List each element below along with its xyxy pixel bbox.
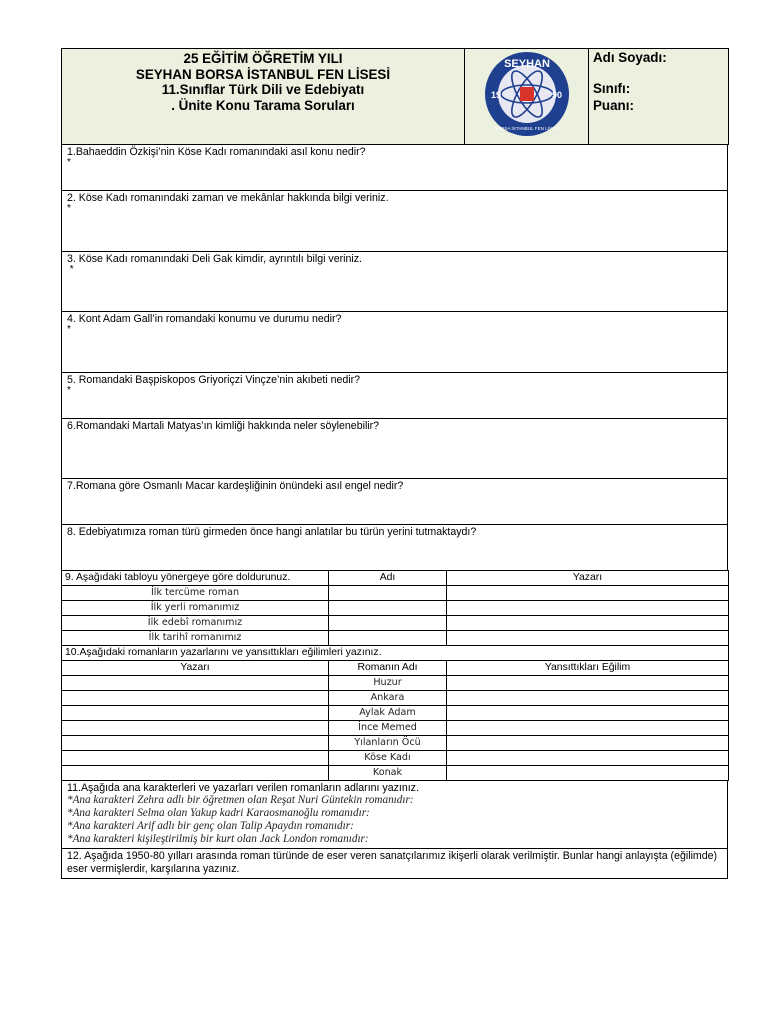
question-3[interactable]: [62, 252, 728, 312]
open-questions: [61, 144, 728, 571]
logo-bottom-text: BORSA İSTANBUL FEN LİSESİ: [493, 126, 560, 131]
question-2-answer-marker: *: [67, 203, 71, 214]
question-9-author-cell[interactable]: [447, 631, 729, 646]
question-7-text: 7.Romana göre Osmanlı Macar kardeşliğinin önündeki asıl engel nedir?: [67, 480, 404, 492]
header-table: [61, 48, 729, 145]
question-10-col-trend: Yansıttıkları Eğilim: [447, 661, 729, 676]
table-row: [62, 631, 729, 646]
question-10-col-novel: Romanın Adı: [329, 661, 447, 676]
question-10-prompt: 10.Aşağıdaki romanların yazarlarını ve yansıttıkları eğilimleri yazınız.: [62, 646, 729, 661]
question-10-prompt-row: [62, 646, 729, 661]
question-6[interactable]: [62, 419, 728, 479]
question-4-answer-marker: *: [67, 324, 71, 335]
question-10-author-cell[interactable]: [62, 766, 329, 781]
score-label: Puanı:: [593, 98, 634, 113]
question-9-name-cell[interactable]: [329, 601, 447, 616]
question-8-text: 8. Edebiyatımıza roman türü girmeden önce hangi anlatılar bu türün yerini tutmaktaydı?: [67, 526, 477, 538]
table-row: [62, 736, 729, 751]
question-10-novel-title: Aylak Adam: [329, 706, 447, 721]
header-title-line-2: SEYHAN BORSA İSTANBUL FEN LİSESİ: [135, 66, 391, 82]
table-row: [62, 766, 729, 781]
question-9-table: [61, 570, 729, 646]
question-9-prompt: 9. Aşağıdaki tabloyu yönergeye göre doldurunuz.: [62, 571, 329, 586]
question-10-trend-cell[interactable]: [447, 676, 729, 691]
class-label: Sınıfı:: [593, 81, 631, 96]
logo-top-text: SEYHAN: [503, 58, 550, 70]
table-row: [62, 616, 729, 631]
question-10-novel-title: Konak: [329, 766, 447, 781]
question-10-author-cell[interactable]: [62, 751, 329, 766]
list-item: *Ana karakteri Zehra adlı bir öğretmen olan Reşat Nuri Güntekin romanıdır:: [67, 794, 414, 806]
logo-year-right: 90: [551, 90, 562, 100]
school-logo-cell: [465, 49, 589, 145]
question-1[interactable]: [62, 145, 728, 191]
question-4-text: 4. Kont Adam Gall’in romandaki konumu ve durumu nedir?: [67, 313, 342, 325]
question-9-row-label: İlk edebî romanımız: [62, 616, 329, 631]
table-row: [62, 586, 729, 601]
question-12-table: [61, 848, 728, 879]
question-10-trend-cell[interactable]: [447, 751, 729, 766]
question-12[interactable]: [62, 849, 728, 879]
question-10-author-cell[interactable]: [62, 691, 329, 706]
question-6-text: 6.Romandaki Martali Matyas’ın kimliği hakkında neler söylenebilir?: [67, 420, 380, 432]
question-9-col-author: Yazarı: [447, 571, 729, 586]
question-4[interactable]: [62, 312, 728, 373]
question-9-col-name: Adı: [329, 571, 447, 586]
header-title-line-3: 11.Sınıflar Türk Dili ve Edebiyatı: [161, 82, 365, 97]
question-10-trend-cell[interactable]: [447, 691, 729, 706]
question-10-novel-title: Huzur: [329, 676, 447, 691]
question-9-row-label: İlk tarihî romanımız: [62, 631, 329, 646]
question-11[interactable]: [62, 781, 728, 849]
question-10-trend-cell[interactable]: [447, 736, 729, 751]
question-9-row-label: İlk yerli romanımız: [62, 601, 329, 616]
question-10-novel-title: İnce Memed: [329, 721, 447, 736]
list-item: *Ana karakteri kişileştirilmiş bir kurt olan Jack London romanıdır:: [67, 833, 369, 845]
table-row: [62, 721, 729, 736]
question-1-answer-marker: *: [67, 157, 71, 168]
question-10-novel-title: Yılanların Öcü: [329, 736, 447, 751]
question-11-table: [61, 780, 728, 849]
table-row: [62, 676, 729, 691]
question-5-answer-marker: *: [67, 385, 71, 396]
question-7[interactable]: [62, 479, 728, 525]
question-10-table: [61, 645, 729, 781]
question-10-trend-cell[interactable]: [447, 706, 729, 721]
question-10-trend-cell[interactable]: [447, 721, 729, 736]
question-3-answer-marker: *: [67, 264, 74, 275]
question-8[interactable]: [62, 525, 728, 571]
header-title: [62, 49, 465, 145]
question-10-novel-title: Ankara: [329, 691, 447, 706]
school-logo: [481, 49, 573, 139]
question-9-author-cell[interactable]: [447, 586, 729, 601]
question-10-author-cell[interactable]: [62, 706, 329, 721]
question-2-text: 2. Köse Kadı romanındaki zaman ve mekânlar hakkında bilgi veriniz.: [67, 192, 389, 204]
name-label: Adı Soyadı:: [593, 50, 667, 65]
question-11-prompt: 11.Aşağıda ana karakterleri ve yazarları verilen romanların adlarını yazınız.: [67, 782, 419, 794]
question-10-author-cell[interactable]: [62, 676, 329, 691]
logo-year-left: 19: [490, 90, 501, 100]
worksheet: [61, 48, 728, 879]
student-info: [589, 49, 729, 145]
question-9-author-cell[interactable]: [447, 601, 729, 616]
question-5-text: 5. Romandaki Başpiskopos Griyoriçzi Vinçze’nin akıbeti nedir?: [67, 374, 361, 386]
list-item: *Ana karakteri Arif adlı bir genç olan Talip Apaydın romanıdır:: [67, 820, 354, 832]
table-row: [62, 601, 729, 616]
question-10-author-cell[interactable]: [62, 736, 329, 751]
table-row: [62, 706, 729, 721]
question-10-novel-title: Köse Kadı: [329, 751, 447, 766]
question-9-header-row: [62, 571, 729, 586]
question-9-name-cell[interactable]: [329, 631, 447, 646]
question-9-author-cell[interactable]: [447, 616, 729, 631]
question-12-prompt: 12. Aşağıda 1950-80 yılları arasında roman türünde de eser veren sanatçılarımız ikişerli olarak verilmiştir. Bunlar hangi anlayışta (eğilimde) eser vermişlerdir, karşılarına yazınız.: [67, 850, 718, 875]
question-10-header-row: [62, 661, 729, 676]
question-10-trend-cell[interactable]: [447, 766, 729, 781]
table-row: [62, 751, 729, 766]
question-2[interactable]: [62, 191, 728, 252]
question-9-row-label: İlk tercüme roman: [62, 586, 329, 601]
question-10-author-cell[interactable]: [62, 721, 329, 736]
question-10-col-author: Yazarı: [62, 661, 329, 676]
question-5[interactable]: [62, 373, 728, 419]
header-title-line-4: . Ünite Konu Tarama Soruları: [171, 97, 355, 113]
list-item: *Ana karakteri Selma olan Yakup kadri Karaosmanoğlu romanıdır:: [67, 807, 370, 819]
question-9-name-cell[interactable]: [329, 586, 447, 601]
question-3-text: 3. Köse Kadı romanındaki Deli Gak kimdir, ayrıntılı bilgi veriniz.: [67, 253, 362, 265]
question-9-name-cell[interactable]: [329, 616, 447, 631]
question-1-text: 1.Bahaeddin Özkişi’nin Köse Kadı romanındaki asıl konu nedir?: [67, 146, 366, 158]
logo-center-emblem: [520, 87, 534, 101]
table-row: [62, 691, 729, 706]
header-title-line-1: 25 EĞİTİM ÖĞRETİM YILI: [183, 51, 343, 66]
